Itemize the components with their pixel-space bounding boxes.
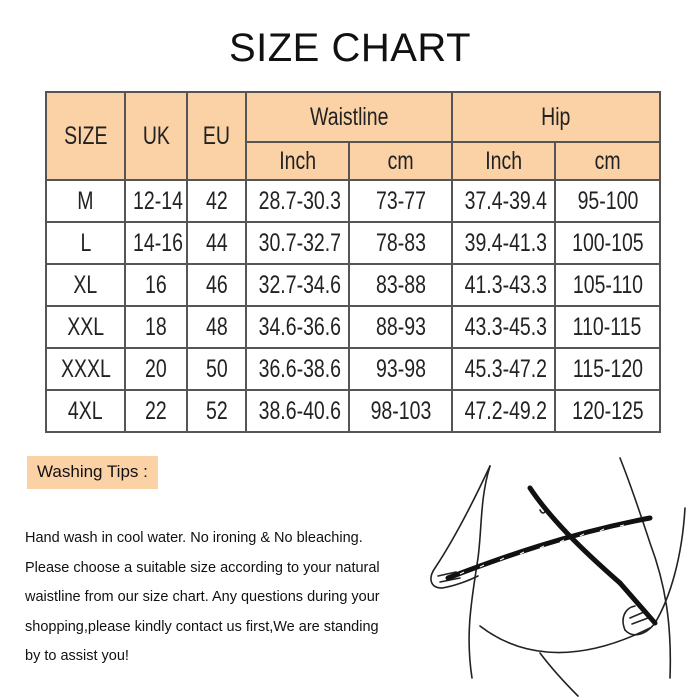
cell-uk: 22 bbox=[125, 390, 187, 432]
cell-hip-cm: 120-125 bbox=[555, 390, 660, 432]
cell-hip-inch: 45.3-47.2 bbox=[452, 348, 555, 390]
cell-waist-inch: 30.7-32.7 bbox=[246, 222, 349, 264]
table-row bbox=[46, 264, 660, 306]
instruction-line: waistline from our size chart. Any questions during your bbox=[25, 589, 380, 605]
header-eu: EU bbox=[187, 92, 246, 180]
header-size: SIZE bbox=[46, 92, 125, 180]
cell-hip-inch: 39.4-41.3 bbox=[452, 222, 555, 264]
cell-hip-inch: 43.3-45.3 bbox=[452, 306, 555, 348]
header-waist-cm: cm bbox=[349, 142, 452, 180]
cell-size: L bbox=[46, 222, 125, 264]
table-row bbox=[46, 222, 660, 264]
cell-hip-cm: 100-105 bbox=[555, 222, 660, 264]
cell-waist-inch: 28.7-30.3 bbox=[246, 180, 349, 222]
cell-eu: 46 bbox=[187, 264, 246, 306]
cell-eu: 52 bbox=[187, 390, 246, 432]
table-row bbox=[46, 306, 660, 348]
cell-hip-cm: 115-120 bbox=[555, 348, 660, 390]
header-waistline: Waistline bbox=[246, 92, 452, 142]
cell-waist-cm: 73-77 bbox=[349, 180, 452, 222]
header-hip: Hip bbox=[452, 92, 660, 142]
instruction-line: Hand wash in cool water. No ironing & No bleaching. bbox=[25, 530, 363, 546]
cell-waist-inch: 34.6-36.6 bbox=[246, 306, 349, 348]
cell-hip-inch: 41.3-43.3 bbox=[452, 264, 555, 306]
page-title: SIZE CHART bbox=[228, 26, 472, 70]
cell-uk: 16 bbox=[125, 264, 187, 306]
cell-waist-cm: 98-103 bbox=[349, 390, 452, 432]
cell-waist-inch: 36.6-38.6 bbox=[246, 348, 349, 390]
cell-uk: 12-14 bbox=[125, 180, 187, 222]
table-row bbox=[46, 180, 660, 222]
table-row bbox=[46, 348, 660, 390]
cell-uk: 14-16 bbox=[125, 222, 187, 264]
cell-uk: 18 bbox=[125, 306, 187, 348]
header-waist-inch: Inch bbox=[246, 142, 349, 180]
cell-size: M bbox=[46, 180, 125, 222]
cell-eu: 44 bbox=[187, 222, 246, 264]
header-uk: UK bbox=[125, 92, 187, 180]
instruction-line: shopping,please kindly contact us first,We are standing bbox=[25, 618, 379, 635]
body-left-outline bbox=[469, 466, 490, 678]
cell-size: XXL bbox=[46, 306, 125, 348]
washing-instructions bbox=[25, 524, 435, 672]
body-right-outline bbox=[620, 458, 670, 678]
cell-hip-inch: 37.4-39.4 bbox=[452, 180, 555, 222]
size-chart-table bbox=[45, 91, 661, 433]
cell-size: XXXL bbox=[46, 348, 125, 390]
cell-hip-cm: 110-115 bbox=[555, 306, 660, 348]
cell-size: 4XL bbox=[46, 390, 125, 432]
cell-waist-inch: 38.6-40.6 bbox=[246, 390, 349, 432]
cell-eu: 48 bbox=[187, 306, 246, 348]
cell-waist-cm: 88-93 bbox=[349, 306, 452, 348]
cell-waist-cm: 83-88 bbox=[349, 264, 452, 306]
cell-waist-inch: 32.7-34.6 bbox=[246, 264, 349, 306]
cell-size: XL bbox=[46, 264, 125, 306]
measuring-waist-illustration bbox=[420, 448, 695, 698]
instruction-line: Please choose a suitable size according to your natural bbox=[25, 559, 380, 576]
cell-hip-cm: 95-100 bbox=[555, 180, 660, 222]
cell-uk: 20 bbox=[125, 348, 187, 390]
header-hip-cm: cm bbox=[555, 142, 660, 180]
washing-tips-label: Washing Tips : bbox=[27, 456, 158, 489]
cell-hip-cm: 105-110 bbox=[555, 264, 660, 306]
cell-waist-cm: 78-83 bbox=[349, 222, 452, 264]
cell-waist-cm: 93-98 bbox=[349, 348, 452, 390]
cell-hip-inch: 47.2-49.2 bbox=[452, 390, 555, 432]
cell-eu: 42 bbox=[187, 180, 246, 222]
header-hip-inch: Inch bbox=[452, 142, 555, 180]
header-row-main bbox=[46, 92, 660, 142]
cell-eu: 50 bbox=[187, 348, 246, 390]
table-row bbox=[46, 390, 660, 432]
instruction-line: by to assist you! bbox=[25, 648, 129, 664]
